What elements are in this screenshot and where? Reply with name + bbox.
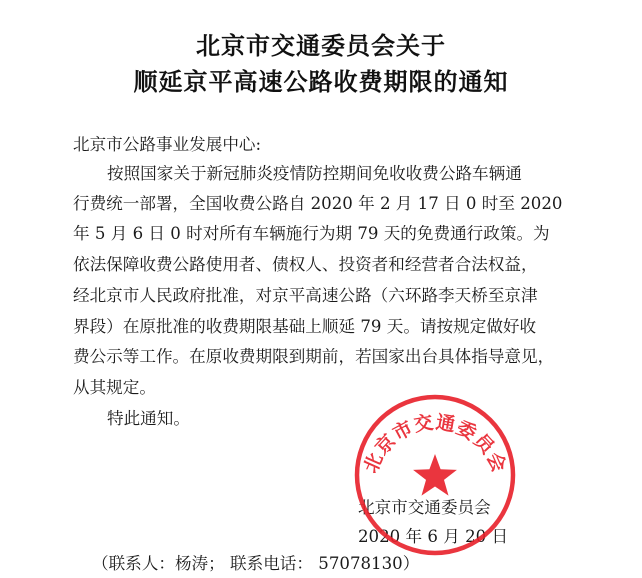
body-line: 费公示等工作。在原收费期限到期前，若国家出台具体指导意见， [73, 347, 555, 366]
body-line: 行费统一部署，全国收费公路自 2020 年 2 月 17 日 0 时至 2020 [73, 194, 563, 213]
body-line: 依法保障收费公路使用者、债权人、投资者和经营者合法权益， [73, 255, 538, 274]
body-line: 按照国家关于新冠肺炎疫情防控期间免收收费公路车辆通 [107, 164, 522, 183]
star-icon [413, 454, 457, 496]
addressee: 北京市公路事业发展中心: [73, 135, 262, 154]
contact-info: （联系人：杨涛； 联系电话： 57078130） [92, 554, 420, 573]
closing-text: 特此通知。 [107, 409, 190, 428]
seal-text: 北京市交通委员会 [359, 411, 511, 477]
official-seal-stamp [352, 392, 518, 558]
body-line: 界段）在原批准的收费期限基础上顺延 79 天。请按规定做好收 [73, 317, 537, 336]
document-title-line-2: 顺延京平高速公路收费期限的通知 [133, 68, 509, 96]
signature-date: 2020 年 6 月 20 日 [358, 527, 509, 546]
document-title-line-1: 北京市交通委员会关于 [196, 32, 446, 60]
body-line: 从其规定。 [73, 378, 156, 397]
body-line: 经北京市人民政府批准，对京平高速公路（六环路李天桥至京津 [73, 286, 538, 305]
signature-organization: 北京市交通委员会 [358, 498, 491, 517]
body-line: 年 5 月 6 日 0 时对所有车辆施行为期 79 天的免费通行政策。为 [73, 224, 550, 243]
